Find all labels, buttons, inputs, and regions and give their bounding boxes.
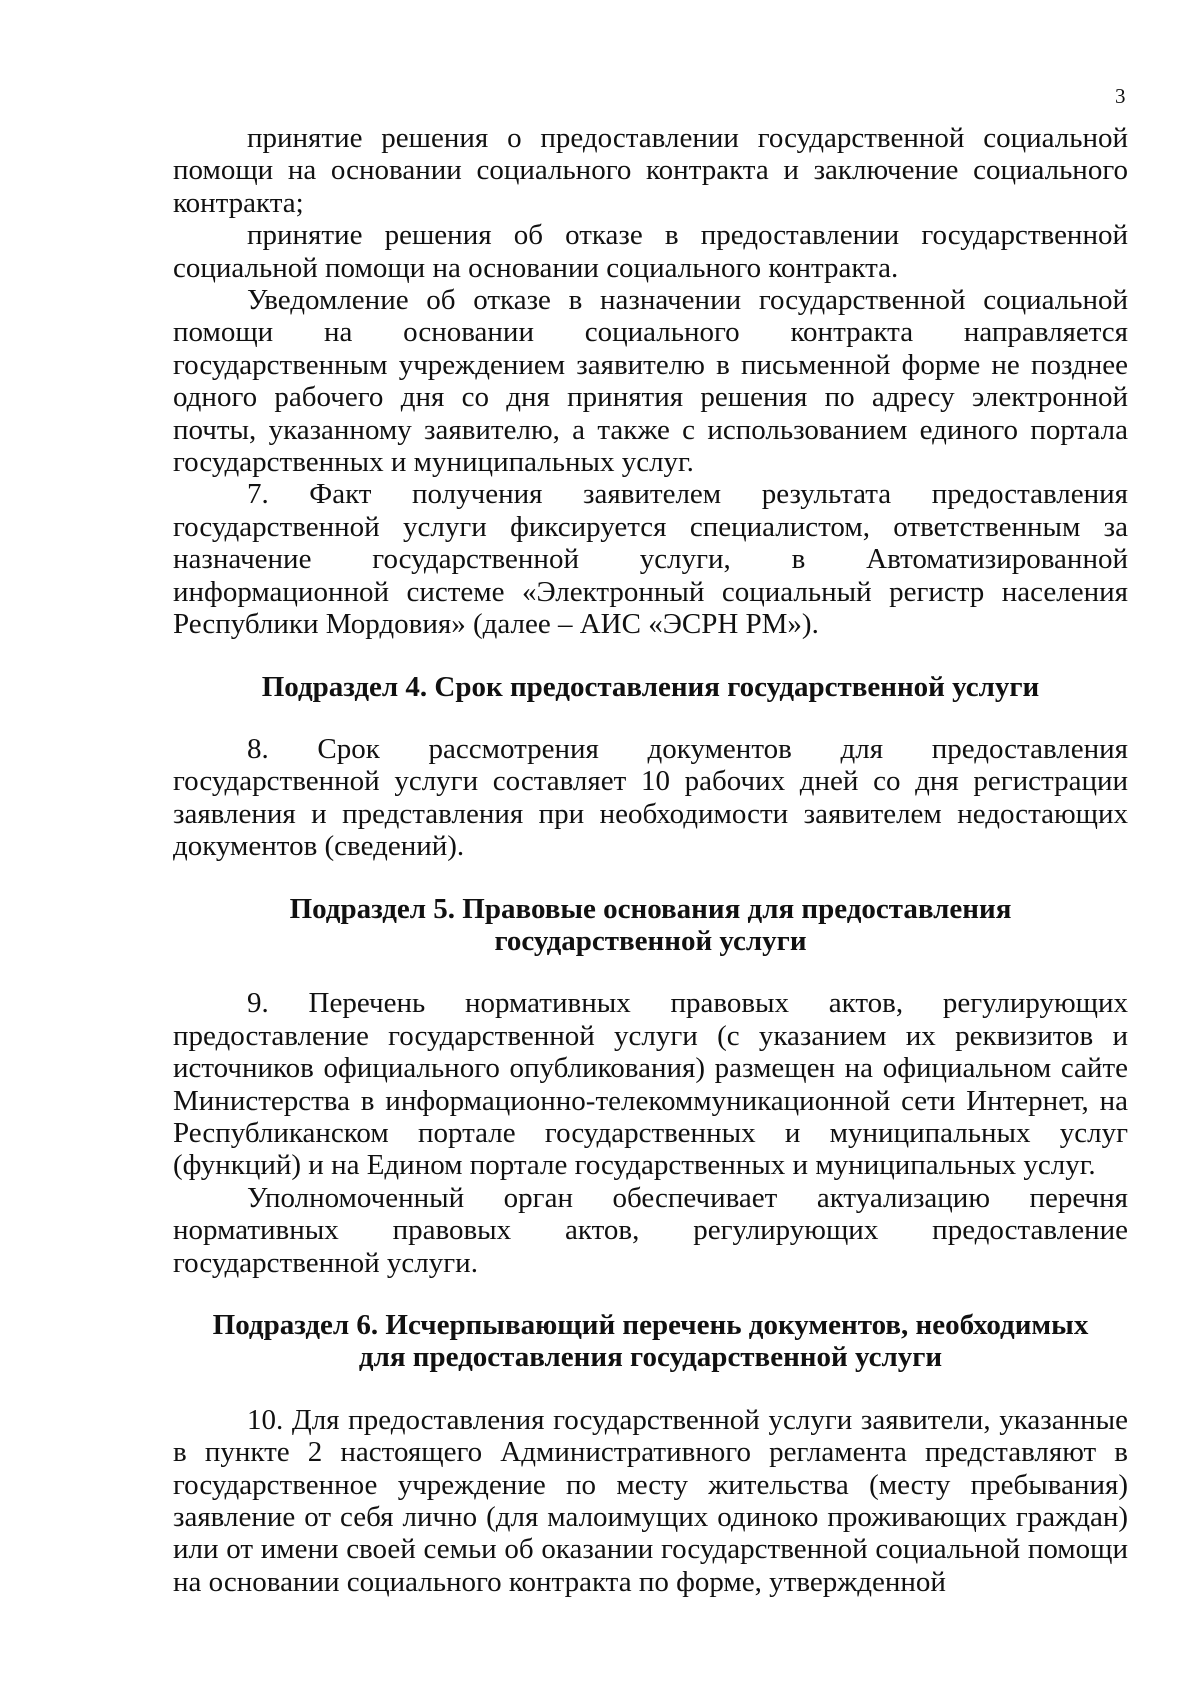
- heading-subsection-6: [173, 1309, 1128, 1374]
- paragraph-item-7: 7. Факт получения заявителем результата предоставления государственной услуги фиксируется специалистом, ответственным за назначение государственной услуги, в Автоматизированной информационной системе «Электронный социальный регистр населения Республики Мордовия» (далее – АИС «ЭСРН РМ»).: [173, 478, 1128, 641]
- heading-subsection-6-line-2: для предоставления государственной услуги: [358, 1341, 943, 1374]
- paragraph-authorized-body: Уполномоченный орган обеспечивает актуализацию перечня нормативных правовых актов, регулирующих предоставление государственной услуги.: [173, 1181, 1128, 1279]
- heading-subsection-4: Подраздел 4. Срок предоставления государственной услуги: [261, 670, 1040, 703]
- paragraph-decision-refuse: принятие решения об отказе в предоставлении государственной социальной помощи на основании социального контракта.: [173, 219, 1128, 284]
- heading-subsection-6-line-1: Подраздел 6. Исчерпывающий перечень документов, необходимых: [212, 1309, 1089, 1341]
- page-number: 3: [1115, 84, 1126, 108]
- paragraph-item-9: 9. Перечень нормативных правовых актов, регулирующих предоставление государственной услуги (с указанием их реквизитов и источников официального опубликования) размещен на официальном сайте Министерства в информационно-телекоммуникационной сети Интернет, на Республиканском портале государственных и муниципальных услуг (функций) и на Едином портале государственных и муниципальных услуг.: [173, 987, 1128, 1182]
- paragraph-refusal-notice: Уведомление об отказе в назначении государственной социальной помощи на основании социального контракта направляется государственным учреждением заявителю в письменной форме не позднее одного рабочего дня со дня принятия решения по адресу электронной почты, указанному заявителю, а также с использованием единого портала государственных и муниципальных услуг.: [173, 284, 1128, 479]
- heading-subsection-5-line-1: Подраздел 5. Правовые основания для предоставления: [289, 892, 1012, 925]
- paragraph-item-10: 10. Для предоставления государственной услуги заявители, указанные в пункте 2 настоящего Административного регламента представляют в государственное учреждение по месту жительства (месту пребывания) заявление от себя лично (для малоимущих одиноко проживающих граждан) или от имени своей семьи об оказании государственной социальной помощи на основании социального контракта по форме, утвержденной: [173, 1403, 1128, 1598]
- heading-subsection-5-line-2: государственной услуги: [494, 924, 807, 957]
- paragraph-decision-grant: принятие решения о предоставлении государственной социальной помощи на основании социального контракта и заключение социального контракта;: [173, 122, 1128, 219]
- heading-subsection-5: [173, 893, 1128, 958]
- paragraph-item-8: 8. Срок рассмотрения документов для предоставления государственной услуги составляет 10 рабочих дней со дня регистрации заявления и представления при необходимости заявителем недостающих документов (сведений).: [173, 732, 1128, 863]
- document-body: [173, 122, 1128, 1598]
